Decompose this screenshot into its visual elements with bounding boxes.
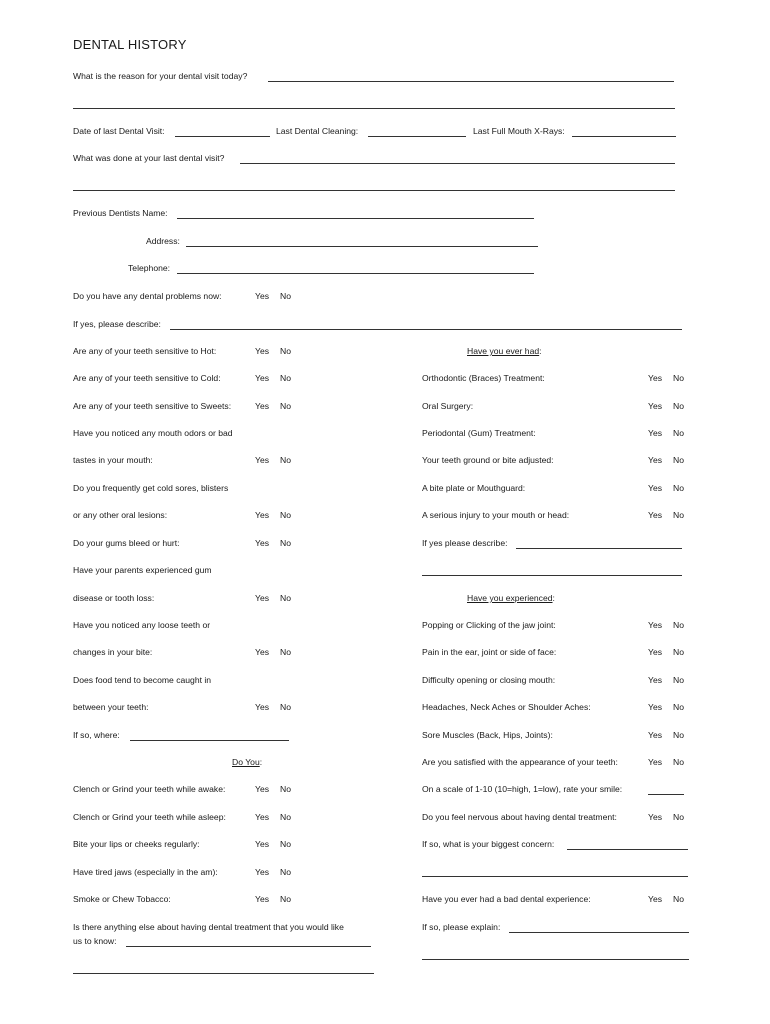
- last-cleaning-field[interactable]: [368, 136, 466, 137]
- sensitive-sweets-label: Are any of your teeth sensitive to Sweets:: [73, 401, 232, 411]
- headaches-label: Headaches, Neck Aches or Shoulder Aches:: [422, 702, 591, 712]
- prev-dentist-field[interactable]: [177, 218, 534, 219]
- sores-label-cont: or any other oral lesions:: [73, 510, 168, 520]
- form-title: DENTAL HISTORY: [73, 37, 187, 52]
- food-caught-label-cont: between your teeth:: [73, 702, 149, 712]
- no-option[interactable]: No: [673, 702, 684, 712]
- yes-option[interactable]: Yes: [255, 593, 270, 603]
- satisfied-label: Are you satisfied with the appearance of your teeth:: [422, 757, 618, 767]
- clench-asleep-label: Clench or Grind your teeth while asleep:: [73, 812, 226, 822]
- reason-label: What is the reason for your dental visit today?: [73, 71, 248, 81]
- tired-jaws-label: Have tired jaws (especially in the am):: [73, 867, 218, 877]
- yes-option[interactable]: Yes: [648, 730, 663, 740]
- no-option[interactable]: No: [280, 894, 291, 904]
- no-option[interactable]: No: [280, 346, 291, 356]
- last-done-label: What was done at your last dental visit?: [73, 153, 225, 163]
- if-yes-describe-right-label: If yes please describe:: [422, 538, 508, 548]
- explain-field-continued[interactable]: [422, 959, 689, 960]
- no-option[interactable]: No: [673, 510, 684, 520]
- injury-label: A serious injury to your mouth or head:: [422, 510, 570, 520]
- no-option[interactable]: No: [673, 428, 684, 438]
- yes-option[interactable]: Yes: [648, 483, 663, 493]
- explain-field[interactable]: [509, 932, 689, 933]
- yes-option[interactable]: Yes: [255, 455, 270, 465]
- food-caught-label: Does food tend to become caught in: [73, 675, 212, 685]
- no-option[interactable]: No: [280, 593, 291, 603]
- yes-option[interactable]: Yes: [648, 373, 663, 383]
- no-option[interactable]: No: [280, 401, 291, 411]
- no-option[interactable]: No: [280, 647, 291, 657]
- address-field[interactable]: [186, 246, 538, 247]
- concern-field-continued[interactable]: [422, 876, 688, 877]
- last-done-field-continued[interactable]: [73, 190, 675, 191]
- sore-muscles-label: Sore Muscles (Back, Hips, Joints):: [422, 730, 553, 740]
- yes-option[interactable]: Yes: [648, 510, 663, 520]
- last-xray-label: Last Full Mouth X-Rays:: [473, 126, 565, 136]
- if-yes-describe-label: If yes, please describe:: [73, 319, 161, 329]
- reason-field[interactable]: [268, 81, 674, 82]
- no-option[interactable]: No: [673, 647, 684, 657]
- smoke-label: Smoke or Chew Tobacco:: [73, 894, 171, 904]
- explain-label: If so, please explain:: [422, 922, 501, 932]
- yes-option[interactable]: Yes: [648, 455, 663, 465]
- sores-label: Do you frequently get cold sores, blisters: [73, 483, 229, 493]
- popping-label: Popping or Clicking of the jaw joint:: [422, 620, 556, 630]
- bite-plate-label: A bite plate or Mouthguard:: [422, 483, 526, 493]
- ever-had-heading: Have you ever had:: [467, 346, 542, 356]
- odors-label: Have you noticed any mouth odors or bad: [73, 428, 233, 438]
- difficulty-label: Difficulty opening or closing mouth:: [422, 675, 556, 685]
- no-option[interactable]: No: [280, 812, 291, 822]
- experienced-heading: Have you experienced:: [467, 593, 555, 603]
- yes-option[interactable]: Yes: [648, 702, 663, 712]
- if-yes-describe-right-field-continued[interactable]: [422, 575, 682, 576]
- yes-option[interactable]: Yes: [255, 401, 270, 411]
- no-option[interactable]: No: [673, 483, 684, 493]
- yes-option[interactable]: Yes: [648, 675, 663, 685]
- yes-option[interactable]: Yes: [255, 538, 270, 548]
- sensitive-hot-label: Are any of your teeth sensitive to Hot:: [73, 346, 217, 356]
- no-option[interactable]: No: [673, 894, 684, 904]
- yes-option[interactable]: Yes: [648, 620, 663, 630]
- perio-label: Periodontal (Gum) Treatment:: [422, 428, 536, 438]
- no-option[interactable]: No: [280, 702, 291, 712]
- anything-else-field[interactable]: [126, 946, 371, 947]
- last-visit-field[interactable]: [175, 136, 270, 137]
- no-option[interactable]: No: [673, 620, 684, 630]
- pain-label: Pain in the ear, joint or side of face:: [422, 647, 557, 657]
- yes-option[interactable]: Yes: [255, 812, 270, 822]
- yes-option[interactable]: Yes: [255, 291, 270, 301]
- last-visit-label: Date of last Dental Visit:: [73, 126, 165, 136]
- no-option[interactable]: No: [280, 373, 291, 383]
- no-option[interactable]: No: [673, 373, 684, 383]
- no-option[interactable]: No: [673, 675, 684, 685]
- ifso-where-label: If so, where:: [73, 730, 120, 740]
- if-yes-describe-right-field[interactable]: [516, 548, 682, 549]
- yes-option[interactable]: Yes: [255, 867, 270, 877]
- no-option[interactable]: No: [673, 757, 684, 767]
- loose-teeth-label-cont: changes in your bite:: [73, 647, 153, 657]
- bad-experience-label: Have you ever had a bad dental experience:: [422, 894, 591, 904]
- concern-label: If so, what is your biggest concern:: [422, 839, 555, 849]
- yes-option[interactable]: Yes: [255, 510, 270, 520]
- no-option[interactable]: No: [280, 538, 291, 548]
- ifso-where-field[interactable]: [130, 740, 289, 741]
- last-cleaning-label: Last Dental Cleaning:: [276, 126, 359, 136]
- nervous-label: Do you feel nervous about having dental treatment:: [422, 812, 617, 822]
- clench-awake-label: Clench or Grind your teeth while awake:: [73, 784, 226, 794]
- yes-option[interactable]: Yes: [648, 812, 663, 822]
- oral-surgery-label: Oral Surgery:: [422, 401, 474, 411]
- sensitive-cold-label: Are any of your teeth sensitive to Cold:: [73, 373, 221, 383]
- no-option[interactable]: No: [280, 867, 291, 877]
- address-label: Address:: [146, 236, 180, 246]
- yes-option[interactable]: Yes: [255, 373, 270, 383]
- no-option[interactable]: No: [280, 839, 291, 849]
- loose-teeth-label: Have you noticed any loose teeth or: [73, 620, 211, 630]
- yes-option[interactable]: Yes: [255, 784, 270, 794]
- telephone-label: Telephone:: [128, 263, 171, 273]
- anything-else-field-continued[interactable]: [73, 973, 374, 974]
- no-option[interactable]: No: [673, 401, 684, 411]
- problems-now-label: Do you have any dental problems now:: [73, 291, 222, 301]
- yes-option[interactable]: Yes: [648, 894, 663, 904]
- bite-lips-label: Bite your lips or cheeks regularly:: [73, 839, 200, 849]
- no-option[interactable]: No: [673, 730, 684, 740]
- telephone-field[interactable]: [177, 273, 534, 274]
- no-option[interactable]: No: [673, 455, 684, 465]
- prev-dentist-label: Previous Dentists Name:: [73, 208, 168, 218]
- parents-label: Have your parents experienced gum: [73, 565, 212, 575]
- do-you-heading: Do You:: [232, 757, 263, 767]
- smile-scale-label: On a scale of 1-10 (10=high, 1=low), rate your smile:: [422, 784, 623, 794]
- yes-option[interactable]: Yes: [255, 702, 270, 712]
- odors-label-cont: tastes in your mouth:: [73, 455, 153, 465]
- reason-field-continued[interactable]: [73, 108, 675, 109]
- ground-label: Your teeth ground or bite adjusted:: [422, 455, 554, 465]
- anything-else-label: Is there anything else about having dental treatment that you would like: [73, 922, 344, 932]
- yes-option[interactable]: Yes: [255, 894, 270, 904]
- no-option[interactable]: No: [673, 812, 684, 822]
- yes-option[interactable]: Yes: [255, 647, 270, 657]
- ortho-label: Orthodontic (Braces) Treatment:: [422, 373, 545, 383]
- yes-option[interactable]: Yes: [648, 428, 663, 438]
- no-option[interactable]: No: [280, 784, 291, 794]
- yes-option[interactable]: Yes: [648, 647, 663, 657]
- yes-option[interactable]: Yes: [648, 401, 663, 411]
- smile-scale-field[interactable]: [648, 794, 684, 795]
- if-yes-describe-field[interactable]: [170, 329, 682, 330]
- last-xray-field[interactable]: [572, 136, 676, 137]
- anything-else-label-cont: us to know:: [73, 936, 117, 946]
- no-option[interactable]: No: [280, 291, 291, 301]
- no-option[interactable]: No: [280, 510, 291, 520]
- yes-option[interactable]: Yes: [255, 839, 270, 849]
- yes-option[interactable]: Yes: [648, 757, 663, 767]
- no-option[interactable]: No: [280, 455, 291, 465]
- yes-option[interactable]: Yes: [255, 346, 270, 356]
- parents-label-cont: disease or tooth loss:: [73, 593, 155, 603]
- gums-label: Do your gums bleed or hurt:: [73, 538, 180, 548]
- last-done-field[interactable]: [240, 163, 675, 164]
- concern-field[interactable]: [567, 849, 688, 850]
